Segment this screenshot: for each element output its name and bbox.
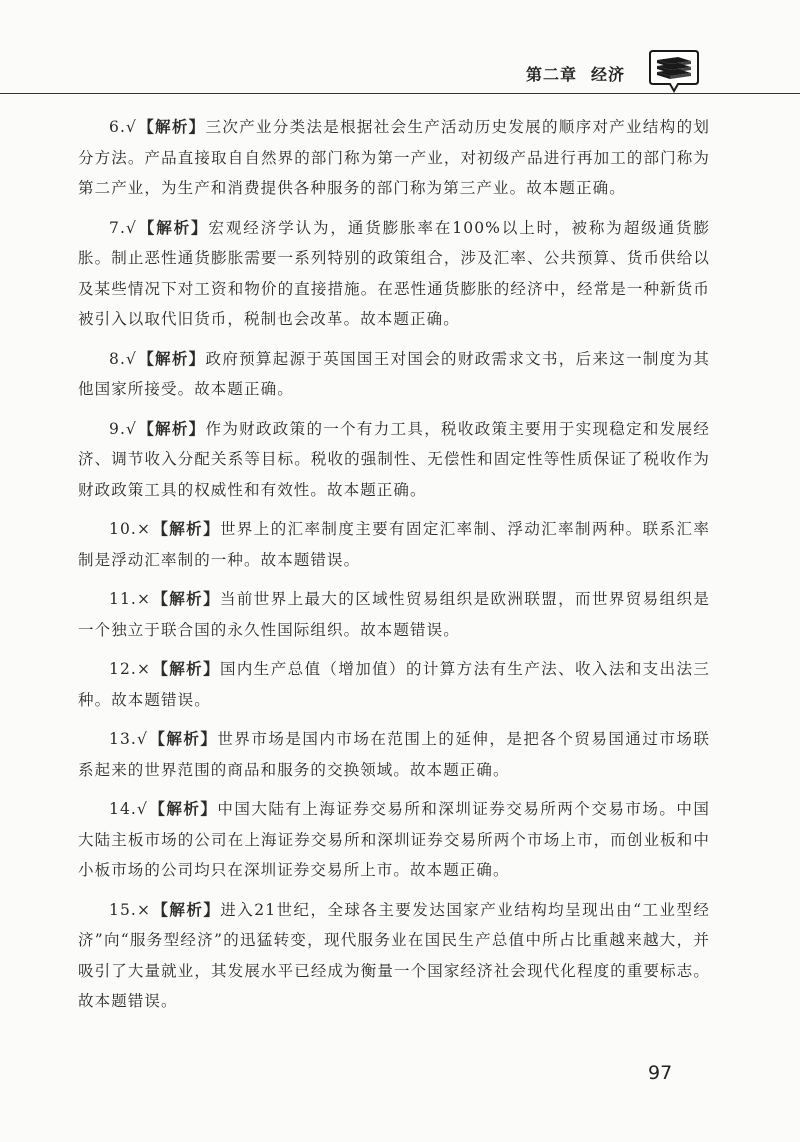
answer-entry-12 <box>78 654 710 715</box>
answer-entry-14 <box>78 794 710 886</box>
analysis-tag: 【解析】 <box>152 660 220 678</box>
entry-number: 6. <box>109 118 126 136</box>
analysis-tag: 【解析】 <box>137 419 206 438</box>
analysis-tag: 【解析】 <box>137 349 206 368</box>
wrong-mark: × <box>136 660 152 678</box>
analysis-tag: 【解析】 <box>137 218 209 237</box>
wrong-mark: × <box>136 520 152 538</box>
correct-mark: √ <box>136 800 148 818</box>
answer-entry-9 <box>78 414 710 506</box>
entry-number: 8. <box>109 349 126 368</box>
entry-text: 进入21世纪，全球各主要发达国家产业结构均呈现出由“工业型经济”向“服务型经济”的迅猛转变，现代服务业在国民生产总值中所占比重越来越大，并吸引了大量就业，其发展水平已经成为衡量一个国家经济社会现代化程度的重要标志。故本题错误。 <box>78 900 710 1010</box>
answer-list <box>78 112 710 1026</box>
correct-mark: √ <box>126 218 137 237</box>
answer-entry-6 <box>78 112 710 204</box>
answer-entry-10 <box>78 514 710 575</box>
entry-text: 中国大陆有上海证券交易所和深圳证券交易所两个交易市场。中国大陆主板市场的公司在上海证券交易所和深圳证券交易所两个市场上市，而创业板和中小板市场的公司均只在深圳证券交易所上市。故本题正确。 <box>78 800 711 879</box>
header-divider <box>0 93 800 94</box>
entry-number: 10. <box>109 520 137 538</box>
entry-number: 12. <box>109 660 137 678</box>
wrong-mark: × <box>136 590 152 608</box>
entry-text: 作为财政政策的一个有力工具，税收政策主要用于实现稳定和发展经济、调节收入分配关系等目标。税收的强制性、无偿性和固定性等性质保证了税收作为财政政策工具的权威性和有效性。故本题正确。 <box>78 419 710 499</box>
correct-mark: √ <box>126 349 137 368</box>
entry-text: 三次产业分类法是根据社会生产活动历史发展的顺序对产业结构的划分方法。产品直接取自自然界的部门称为第一产业，对初级产品进行再加工的部门称为第二产业，为生产和消费提供各种服务的部门称为第三产业。故本题正确。 <box>78 118 710 197</box>
entry-number: 11. <box>109 590 137 608</box>
chapter-title <box>526 62 625 85</box>
entry-number: 14. <box>109 800 137 818</box>
chapter-label: 第二章 <box>525 65 577 84</box>
entry-text: 国内生产总值（增加值）的计算方法有生产法、收入法和支出法三种。故本题错误。 <box>78 660 710 709</box>
analysis-tag: 【解析】 <box>148 800 218 818</box>
correct-mark: √ <box>126 419 137 438</box>
entry-text: 世界市场是国内市场在范围上的延伸，是把各个贸易国通过市场联系起来的世界范围的商品和服务的交换领域。故本题正确。 <box>78 730 711 779</box>
entry-number: 9. <box>109 419 126 438</box>
entry-text: 宏观经济学认为，通货膨胀率在100%以上时，被称为超级通货膨胀。制止恶性通货膨胀需要一系列特别的政策组合，涉及汇率、公共预算、货币供给以及某些情况下对工资和物价的直接措施。在恶性通货膨胀的经济中，经常是一种新货币被引入以取代旧货币，税制也会改革。故本题正确。 <box>78 218 710 328</box>
book-stack-icon <box>648 48 700 94</box>
subject-label: 经济 <box>590 65 625 84</box>
entry-number: 7. <box>109 218 126 237</box>
answer-entry-7 <box>78 213 710 335</box>
analysis-tag: 【解析】 <box>152 900 221 919</box>
answer-entry-13 <box>78 724 710 785</box>
entry-number: 15. <box>109 900 137 919</box>
correct-mark: √ <box>126 118 137 136</box>
page-header <box>0 0 800 100</box>
entry-number: 13. <box>109 730 137 748</box>
wrong-mark: × <box>136 900 152 919</box>
analysis-tag: 【解析】 <box>148 730 218 748</box>
page-number: 97 <box>648 1062 673 1084</box>
analysis-tag: 【解析】 <box>137 118 206 136</box>
correct-mark: √ <box>136 730 148 748</box>
entry-text: 世界上的汇率制度主要有固定汇率制、浮动汇率制两种。联系汇率制是浮动汇率制的一种。故本题错误。 <box>78 520 710 569</box>
entry-text: 当前世界上最大的区域性贸易组织是欧洲联盟，而世界贸易组织是一个独立于联合国的永久性国际组织。故本题错误。 <box>78 590 710 639</box>
answer-entry-15 <box>78 895 710 1017</box>
analysis-tag: 【解析】 <box>152 520 220 538</box>
analysis-tag: 【解析】 <box>152 590 220 608</box>
answer-entry-11 <box>78 584 710 645</box>
entry-text: 政府预算起源于英国国王对国会的财政需求文书，后来这一制度为其他国家所接受。故本题正确。 <box>78 349 710 398</box>
answer-entry-8 <box>78 344 710 405</box>
